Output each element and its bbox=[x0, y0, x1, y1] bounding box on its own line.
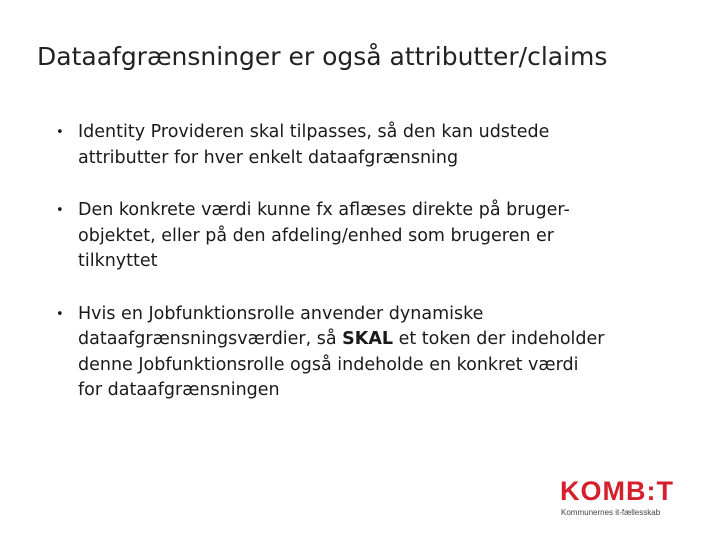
logo-tagline: Kommunernes it-fællesskab bbox=[561, 508, 661, 517]
bullet-item-1 bbox=[56, 120, 696, 171]
bullet-3-line-2 bbox=[78, 327, 696, 353]
bullet-dot: • bbox=[56, 125, 64, 140]
bullet-1-line-1: Identity Provideren skal tilpasses, så den kan udstede bbox=[78, 122, 550, 142]
slide-title: Dataafgrænsninger er også attributter/claims bbox=[37, 42, 608, 71]
bullet-item-3 bbox=[56, 302, 696, 404]
logo-wordmark: KOMB:T bbox=[560, 476, 674, 506]
bullet-2-line-2: objektet, eller på den afdeling/enhed som brugeren er bbox=[78, 225, 554, 246]
bullet-list bbox=[56, 120, 696, 404]
bullet-3-line-3: denne Jobfunktionsrolle også indeholde en konkret værdi bbox=[78, 354, 579, 375]
bullet-2-line-3: tilknyttet bbox=[78, 251, 158, 271]
kombit-logo bbox=[560, 476, 690, 520]
bullet-dot: • bbox=[56, 203, 64, 218]
bullet-3-line-1: Hvis en Jobfunktionsrolle anvender dynamiske bbox=[78, 303, 484, 324]
bullet-3-line-2-start: dataafgrænsningsværdier, så bbox=[78, 329, 343, 349]
bullet-2-line-1: Den konkrete værdi kunne fx aflæses direkte på bruger- bbox=[78, 200, 570, 220]
bullet-item-2 bbox=[56, 198, 696, 275]
bullet-3-line-2-end: et token der indeholder bbox=[393, 329, 605, 349]
emphasis-keyword: SKAL bbox=[342, 329, 394, 349]
bullet-3-line-4: for dataafgrænsningen bbox=[78, 380, 280, 400]
bullet-1-line-2: attributter for hver enkelt dataafgrænsning bbox=[78, 147, 459, 168]
bullet-dot: • bbox=[56, 306, 64, 322]
